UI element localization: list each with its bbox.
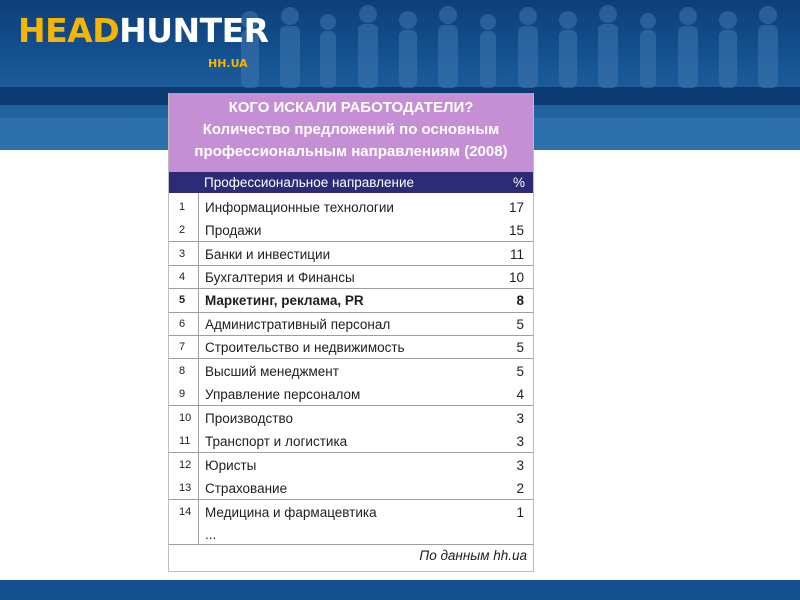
row-number: 10 — [179, 412, 192, 424]
table-row-ellipsis — [169, 523, 533, 546]
row-separator — [169, 452, 533, 453]
logo-domain: HH.UA — [208, 57, 248, 70]
row-label: Управление персоналом — [205, 387, 361, 402]
row-label: Медицина и фармацевтика — [205, 505, 377, 520]
row-number: 4 — [179, 271, 186, 283]
row-label: Бухгалтерия и Финансы — [205, 270, 355, 285]
row-separator — [169, 544, 533, 545]
row-label: Маркетинг, реклама, PR — [205, 293, 364, 308]
row-label: Транспорт и логистика — [205, 434, 348, 449]
row-value: 15 — [508, 223, 524, 238]
row-value: 11 — [509, 247, 524, 262]
table-row — [169, 243, 533, 266]
header-direction: Профессиональное направление — [204, 175, 415, 190]
row-value: 3 — [516, 411, 524, 426]
row-number: 11 — [179, 435, 191, 447]
row-label: Производство — [205, 411, 294, 426]
table-header — [169, 172, 533, 193]
table-row — [169, 501, 533, 524]
title-line-2: Количество предложений по основным — [202, 121, 500, 138]
table-row — [169, 383, 533, 406]
row-value: 4 — [516, 387, 524, 402]
row-separator — [169, 499, 533, 500]
row-number: 13 — [179, 482, 192, 494]
row-number: 14 — [179, 506, 192, 518]
table-row — [169, 407, 533, 430]
row-label: Информационные технологии — [205, 200, 394, 215]
row-separator — [169, 241, 533, 242]
table-row — [169, 196, 533, 219]
row-value: 5 — [516, 317, 524, 332]
row-number: 3 — [179, 248, 186, 260]
table-row-highlighted — [169, 289, 533, 312]
row-number: 9 — [179, 388, 186, 400]
row-label: Банки и инвестиции — [205, 247, 331, 262]
table-row — [169, 454, 533, 477]
table-row — [169, 477, 533, 500]
table-row — [169, 266, 533, 289]
row-value: 5 — [516, 364, 524, 379]
table-row — [169, 360, 533, 383]
statistics-table-card — [168, 93, 534, 572]
row-label: Административный персонал — [205, 317, 391, 332]
row-label: Продажи — [205, 223, 262, 238]
ellipsis-text: ... — [205, 527, 217, 542]
row-value: 3 — [516, 434, 524, 449]
row-value: 2 — [516, 481, 524, 496]
header-percent: % — [512, 175, 525, 190]
logo-hunter-text: HUNTER — [119, 11, 269, 50]
row-value: 8 — [516, 293, 524, 308]
row-label: Юристы — [205, 458, 257, 473]
row-label: Высший менеджмент — [205, 364, 339, 379]
row-number: 7 — [179, 341, 186, 353]
row-number: 8 — [179, 365, 186, 377]
row-separator — [169, 405, 533, 406]
row-number: 6 — [179, 318, 186, 330]
row-label: Страхование — [205, 481, 288, 496]
row-value: 1 — [516, 505, 524, 520]
table-row — [169, 430, 533, 453]
title-line-1: КОГО ИСКАЛИ РАБОТОДАТЕЛИ? — [228, 99, 474, 116]
crowd-silhouettes-decoration — [230, 0, 800, 100]
table-row — [169, 219, 533, 242]
table-row — [169, 313, 533, 336]
footer-bar — [0, 580, 800, 600]
data-source-note: По данным hh.ua — [419, 548, 527, 563]
logo-head-text: HEAD — [18, 11, 120, 50]
row-number: 5 — [179, 294, 186, 306]
headhunter-logo — [18, 11, 269, 70]
row-value: 3 — [516, 458, 524, 473]
row-number: 2 — [179, 224, 186, 236]
table-title — [169, 93, 533, 172]
row-value: 5 — [516, 340, 524, 355]
row-separator — [169, 358, 533, 359]
row-number: 12 — [179, 459, 192, 471]
table-row — [169, 336, 533, 359]
row-number: 1 — [179, 201, 186, 213]
row-value: 17 — [508, 200, 524, 215]
row-value: 10 — [508, 270, 524, 285]
title-line-3: профессиональным направлениям (2008) — [194, 143, 508, 160]
row-label: Строительство и недвижимость — [205, 340, 405, 355]
